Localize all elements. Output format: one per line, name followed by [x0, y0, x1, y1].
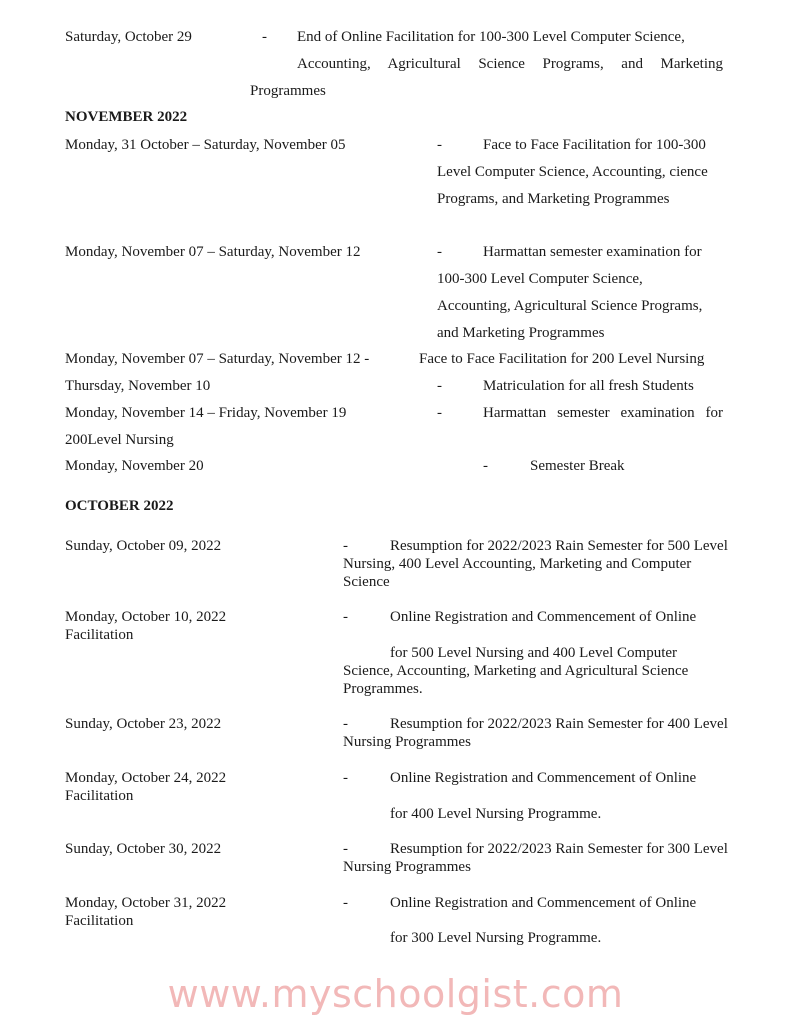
dash-separator: - [483, 458, 488, 474]
dash-separator: - [343, 538, 348, 554]
dash-separator: - [262, 29, 267, 45]
dash-separator: - [343, 716, 348, 732]
dash-separator: - [437, 137, 442, 153]
dash-separator: - [343, 895, 348, 911]
section-heading-november: NOVEMBER 2022 [65, 109, 188, 125]
event-date: Monday, October 10, 2022 [65, 609, 227, 625]
dash-separator: - [437, 378, 442, 394]
event-date: Thursday, November 10 [65, 378, 211, 394]
event-description-line: Science [343, 574, 390, 590]
dash-separator: - [343, 841, 348, 857]
event-description-line: Nursing Programmes [343, 734, 471, 750]
dash-separator: - [437, 244, 442, 260]
event-description-line: Science, Accounting, Marketing and Agricultural Science [343, 663, 689, 679]
section-heading-october: OCTOBER 2022 [65, 498, 174, 514]
event-date-continuation: Facilitation [65, 627, 134, 643]
event-description-line: Programmes [250, 83, 326, 99]
event-description-line: Online Registration and Commencement of Online [390, 609, 697, 625]
event-description-line: Resumption for 2022/2023 Rain Semester for 300 Level [390, 841, 728, 857]
watermark-text: www.myschoolgist.com [167, 972, 624, 1016]
event-date: Sunday, October 09, 2022 [65, 538, 222, 554]
event-description-line: Face to Face Facilitation for 200 Level Nursing [419, 351, 705, 367]
event-date: Sunday, October 23, 2022 [65, 716, 222, 732]
event-date-continuation: Facilitation [65, 788, 134, 804]
event-description-line: Matriculation for all fresh Students [483, 378, 694, 394]
dash-separator: - [343, 770, 348, 786]
event-description-line: Nursing Programmes [343, 859, 471, 875]
event-date: Monday, November 07 – Saturday, November 12 - [65, 351, 370, 367]
event-description-line: Level Computer Science, Accounting, cience [437, 164, 708, 180]
event-description-line: Harmattan semester examination for [483, 244, 702, 260]
dash-separator: - [343, 609, 348, 625]
event-description-line: End of Online Facilitation for 100-300 Level Computer Science, [297, 29, 685, 45]
event-description-line: Resumption for 2022/2023 Rain Semester for 400 Level [390, 716, 728, 732]
event-description-line: Resumption for 2022/2023 Rain Semester for 500 Level [390, 538, 728, 554]
event-description-line: Face to Face Facilitation for 100-300 [483, 137, 706, 153]
event-description-line: 100-300 Level Computer Science, [437, 271, 643, 287]
event-date: Monday, November 07 – Saturday, November 12 [65, 244, 361, 260]
event-description-line: Harmattan semester examination for [483, 405, 723, 421]
event-description-continuation: 200Level Nursing [65, 432, 174, 448]
event-description-line: Online Registration and Commencement of Online [390, 770, 697, 786]
event-description-line: and Marketing Programmes [437, 325, 605, 341]
event-date: Saturday, October 29 [65, 29, 192, 45]
event-description-line: Nursing, 400 Level Accounting, Marketing and Computer [343, 556, 692, 572]
event-description-line: Programmes. [343, 681, 423, 697]
event-date: Monday, October 24, 2022 [65, 770, 227, 786]
event-description-line: for 500 Level Nursing and 400 Level Computer [390, 645, 678, 661]
event-date: Monday, October 31, 2022 [65, 895, 227, 911]
event-description-line: for 300 Level Nursing Programme. [390, 930, 602, 946]
event-date: Monday, November 14 – Friday, November 19 [65, 405, 347, 421]
event-description-line: Semester Break [530, 458, 625, 474]
event-description-line: Online Registration and Commencement of Online [390, 895, 697, 911]
event-description-line: for 400 Level Nursing Programme. [390, 806, 602, 822]
event-description-line: Programs, and Marketing Programmes [437, 191, 670, 207]
event-date: Monday, 31 October – Saturday, November 05 [65, 137, 346, 153]
event-date: Sunday, October 30, 2022 [65, 841, 222, 857]
event-date-continuation: Facilitation [65, 913, 134, 929]
event-description-line: Accounting, Agricultural Science Programs, and Marketing [297, 56, 723, 72]
event-date: Monday, November 20 [65, 458, 204, 474]
dash-separator: - [437, 405, 442, 421]
event-description-line: Accounting, Agricultural Science Programs, [437, 298, 703, 314]
